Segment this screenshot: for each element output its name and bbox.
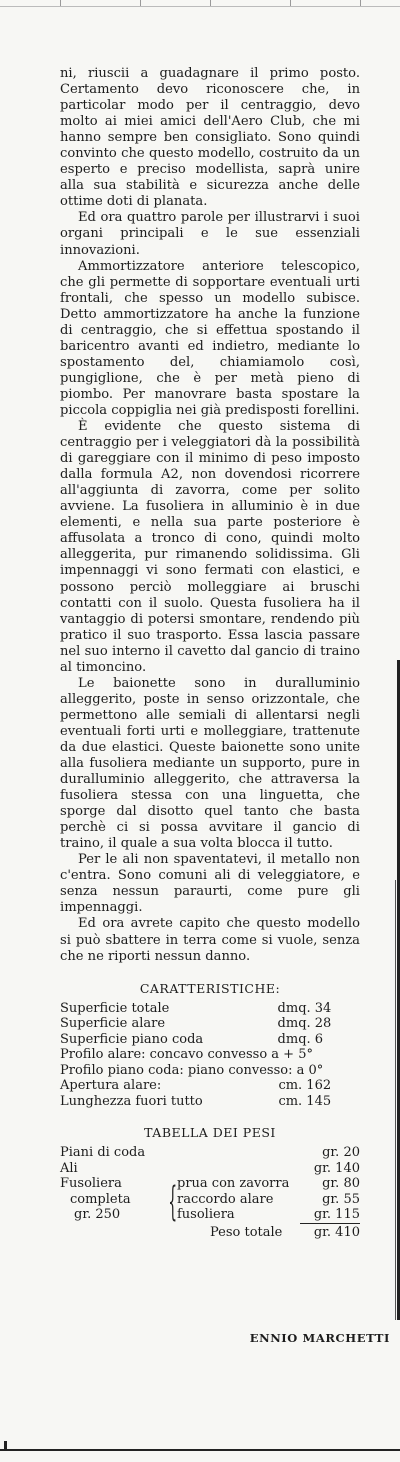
page-border-rule xyxy=(395,880,396,1320)
scan-tick xyxy=(140,0,141,6)
weight-total-label: Peso totale xyxy=(210,1225,283,1241)
weight-label: Ali xyxy=(60,1160,78,1176)
weights-title: TABELLA DEI PESI xyxy=(144,1125,276,1141)
spec-profile-tail: Profilo piano coda: piano convesso: a 0° xyxy=(60,1062,324,1078)
specs-row xyxy=(60,1078,360,1094)
scan-tick xyxy=(210,0,211,6)
paragraph: Le baionette sono in duralluminio alleggerito, poste in senso orizzontale, che permettono alle semiali di allentarsi negli eventuali forti urti e molleggiare, trattenute da due elastici. Queste baionette sono unite alla fusoliera mediante un supporto, pure in duralluminio alleggerito, che attraversa la fusoliera stessa con una linguetta, che sporge dal disotto quel tanto che basta perchè ci si possa avvitare il gancio di traino, il quale a sua volta blocca il tutto. xyxy=(60,675,360,852)
weights-row xyxy=(60,1192,360,1208)
spec-value: dmq. 6 xyxy=(277,1031,324,1047)
spec-value: dmq. 28 xyxy=(277,1016,332,1032)
weights-table xyxy=(60,1145,360,1317)
spec-label: Superficie totale xyxy=(60,1000,170,1016)
weight-label: Piani di coda xyxy=(60,1145,146,1161)
scan-tick xyxy=(60,0,61,6)
weight-value: gr. 20 xyxy=(322,1145,360,1161)
page-bottom-mark xyxy=(4,1441,7,1449)
specs-row xyxy=(60,1032,360,1048)
weight-part-label: raccordo alare xyxy=(177,1191,274,1207)
spec-label: Apertura alare: xyxy=(60,1078,162,1094)
weight-part-label: fusoliera xyxy=(177,1207,235,1223)
spec-profile-wing: Profilo alare: concavo convesso a + 5° xyxy=(60,1047,313,1063)
page-bottom-rule xyxy=(0,1449,400,1451)
weight-total-value: gr. 410 xyxy=(313,1225,360,1241)
specs-title: CARATTERISTICHE: xyxy=(139,980,281,996)
paragraph: Ed ora quattro parole per illustrarvi i suoi organi principali e le sue essenziali innovazioni. xyxy=(60,210,360,258)
weight-label: Fusoliera xyxy=(60,1176,122,1192)
paragraph: ni, riuscii a guadagnare il primo posto. Certamento devo riconoscere che, in particolar modo per il centraggio, devo molto ai miei amici dell'Aero Club, che mi hanno sempre ben consigliato. Sono quindi convinto che questo modello, costruito da un esperto e preciso modellista, saprà unire alla sua stabilità e sicurezza anche delle ottime doti di planata. xyxy=(60,66,360,210)
spec-label: Lunghezza fuori tutto xyxy=(60,1093,203,1109)
paragraph: Per le ali non spaventatevi, il metallo non c'entra. Sono comuni ali di veleggiatore, e senza nessun paraurti, come pure gli impennaggi. xyxy=(60,852,360,916)
weights-row xyxy=(60,1207,360,1223)
specs-table xyxy=(60,1001,360,1048)
spec-label: Superficie alare xyxy=(60,1016,166,1032)
brace-glyph: { xyxy=(168,1179,178,1226)
spec-value: cm. 145 xyxy=(278,1093,332,1109)
sum-rule xyxy=(300,1223,360,1224)
weights-row xyxy=(60,1176,360,1192)
specs-row xyxy=(60,1016,360,1032)
weight-value: gr. 80 xyxy=(322,1176,360,1192)
weight-value: gr. 55 xyxy=(322,1191,360,1207)
weight-value: gr. 140 xyxy=(313,1160,360,1176)
author-signature: ENNIO MARCHETTI xyxy=(249,1331,390,1345)
paragraph: Ammortizzatore anteriore telescopico, che gli permette di sopportare eventuali urti frontali, che spesso un modello subisce. Detto ammortizzatore ha anche la funzione di centraggio, che si effettua spostando il baricentro avanti ed indietro, mediante lo spostamento del, chiamiamolo così, pungiglione, che è per metà pieno di piombo. Per manovrare basta spostare la piccola coppiglia nei già predisposti forellini. xyxy=(60,258,360,418)
spec-label: Superficie piano coda xyxy=(60,1031,204,1047)
weight-label: completa xyxy=(70,1191,131,1207)
specs-row xyxy=(60,1094,360,1110)
article-column xyxy=(60,66,360,1317)
weights-row xyxy=(60,1161,360,1177)
article-body xyxy=(60,66,360,965)
weights-row xyxy=(60,1145,360,1161)
spec-value: cm. 162 xyxy=(278,1078,332,1094)
weight-value: gr. 115 xyxy=(313,1207,360,1223)
specs-row xyxy=(60,1001,360,1017)
paragraph: È evidente che questo sistema di centraggio per i veleggiatori dà la possibilità di gareggiare con il minimo di peso imposto dalla formula A2, non dovendosi ricorrere all'aggiunta di zavorra, come per solito avviene. La fusoliera in alluminio è in due elementi, e nella sua parte posteriore è affusolata a tronco di cono, quindi molto alleggerita, pur rimanendo solidissima. Gli impennaggi vi sono fermati con elastici, e possono perciò molleggiare ai bruschi contatti con il suolo. Questa fusoliera ha il vantaggio di potersi smontare, rendendo più pratico il suo trasporto. Essa lascia passare nel suo interno il cavetto dal gancio di traino al timoncino. xyxy=(60,419,360,675)
scan-tick xyxy=(290,0,291,6)
scan-tick xyxy=(360,0,361,6)
weight-label: gr. 250 xyxy=(74,1207,121,1223)
weight-part-label: prua con zavorra xyxy=(177,1176,290,1192)
spec-value: dmq. 34 xyxy=(277,1000,332,1016)
specs-table-2 xyxy=(60,1078,360,1109)
paragraph: Ed ora avrete capito che questo modello si può sbattere in terra come si vuole, senza che ne riporti nessun danno. xyxy=(60,916,360,964)
